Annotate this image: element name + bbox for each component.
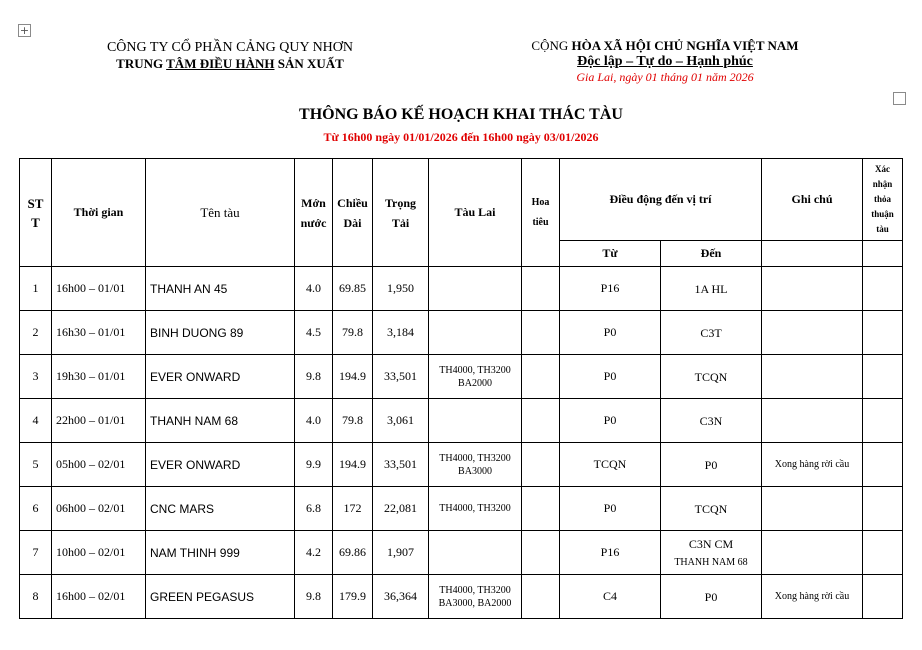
cell-length: 172 [333,487,373,531]
cell-to-main: TCQN [694,501,728,516]
cell-ship-name: BINH DUONG 89 [146,311,295,355]
cell-draft: 9.8 [295,575,333,619]
header-move-to: Điều động đến vị trí [560,159,762,241]
national-motto: Độc lập – Tự do – Hạnh phúc [577,54,753,69]
cell-from: P0 [560,487,661,531]
cell-to-main: P0 [704,589,718,604]
cell-from: TCQN [560,443,661,487]
cell-confirm [863,443,903,487]
table-row [20,487,903,531]
cell-to-sub: THANH NAM 68 [674,556,748,568]
cell-tonnage: 22,081 [373,487,429,531]
header-tonnage: Trọng Tải [373,159,429,267]
cell-tug [429,399,522,443]
cell-draft: 9.8 [295,355,333,399]
cell-confirm [863,355,903,399]
header-ship-name: Tên tàu [146,159,295,267]
header-pilot: Hoa tiêu [522,159,560,267]
header-to: Đến [661,241,762,267]
cell-confirm [863,399,903,443]
cell-to [661,531,762,575]
cell-to [661,487,762,531]
cell-note [762,311,863,355]
cell-pilot [522,531,560,575]
cell-ship-name: EVER ONWARD [146,443,295,487]
cell-length: 179.9 [333,575,373,619]
department-name: TRUNG TÂM ĐIỀU HÀNH SẢN XUẤT [116,56,344,71]
header-draft: Mớn nước [295,159,333,267]
vessel-plan-table [19,158,903,619]
document-title: THÔNG BÁO KẾ HOẠCH KHAI THÁC TÀU [299,106,623,123]
header-confirm: Xác nhận thỏa thuận tàu [863,159,903,241]
cell-note: Xong hàng rời cầu [762,443,863,487]
cell-confirm [863,575,903,619]
cell-tonnage: 3,061 [373,399,429,443]
header-tug: Tàu Lai [429,159,522,267]
cell-time: 05h00 – 02/01 [52,443,146,487]
cell-ship-name: NAM THINH 999 [146,531,295,575]
cell-note [762,531,863,575]
cell-time: 16h30 – 01/01 [52,311,146,355]
cell-tonnage: 1,950 [373,267,429,311]
cell-ship-name: EVER ONWARD [146,355,295,399]
cell-stt: 5 [20,443,52,487]
cell-note: Xong hàng rời cầu [762,575,863,619]
cell-tonnage: 3,184 [373,311,429,355]
cell-note [762,487,863,531]
cell-tug [429,311,522,355]
cell-pilot [522,311,560,355]
cell-from: P0 [560,311,661,355]
header-note: Ghi chú [762,159,863,241]
cell-time: 10h00 – 02/01 [52,531,146,575]
company-header [80,40,380,71]
cell-time: 16h00 – 02/01 [52,575,146,619]
document-period: Từ 16h00 ngày 01/01/2026 đến 16h00 ngày 03/01/2026 [323,130,599,144]
cell-stt: 1 [20,267,52,311]
cell-to [661,311,762,355]
cell-stt: 8 [20,575,52,619]
cell-note [762,399,863,443]
table-row [20,531,903,575]
cell-length: 194.9 [333,443,373,487]
cell-pilot [522,443,560,487]
cell-time: 19h30 – 01/01 [52,355,146,399]
table-row [20,267,903,311]
cell-tug: TH4000, TH3200 BA3000, BA2000 [429,575,522,619]
cell-stt: 2 [20,311,52,355]
cell-confirm [863,487,903,531]
cell-tug: TH4000, TH3200 [429,487,522,531]
cell-from: P16 [560,267,661,311]
header-time: Thời gian [52,159,146,267]
cell-tonnage: 33,501 [373,355,429,399]
cell-from: P16 [560,531,661,575]
cell-confirm [863,311,903,355]
header-stt: ST T [20,159,52,267]
cell-time: 16h00 – 01/01 [52,267,146,311]
table-row [20,575,903,619]
cell-draft: 9.9 [295,443,333,487]
header-confirm-blank [863,241,903,267]
cell-tug [429,531,522,575]
table-row [20,311,903,355]
cell-to [661,267,762,311]
cell-to-main: P0 [704,457,718,472]
cell-draft: 6.8 [295,487,333,531]
cell-to [661,575,762,619]
cell-draft: 4.5 [295,311,333,355]
cell-length: 69.86 [333,531,373,575]
cell-pilot [522,575,560,619]
cell-draft: 4.0 [295,399,333,443]
header-length: Chiều Dài [333,159,373,267]
cell-to-main: C3N CM [688,536,734,551]
cell-length: 79.8 [333,311,373,355]
national-header [510,38,820,84]
cell-pilot [522,267,560,311]
cell-ship-name: GREEN PEGASUS [146,575,295,619]
cell-tug: TH4000, TH3200 BA3000 [429,443,522,487]
cell-to [661,355,762,399]
header-from: Từ [560,241,661,267]
cell-confirm [863,267,903,311]
cell-tonnage: 33,501 [373,443,429,487]
cell-to-main: TCQN [694,369,728,384]
cell-to [661,443,762,487]
cell-from: P0 [560,399,661,443]
header-note-blank [762,241,863,267]
cell-time: 22h00 – 01/01 [52,399,146,443]
cell-note [762,355,863,399]
place-date: Gia Lai, ngày 01 tháng 01 năm 2026 [576,70,754,84]
table-move-handle-icon[interactable]: + [19,24,30,37]
cell-stt: 4 [20,399,52,443]
cell-pilot [522,355,560,399]
cell-ship-name: CNC MARS [146,487,295,531]
cell-tug: TH4000, TH3200 BA2000 [429,355,522,399]
nation-name: CỘNG HÒA XÃ HỘI CHỦ NGHĨA VIỆT NAM [531,38,799,53]
cell-draft: 4.0 [295,267,333,311]
cell-stt: 7 [20,531,52,575]
table-resize-handle[interactable] [893,92,906,105]
cell-length: 69.85 [333,267,373,311]
cell-time: 06h00 – 02/01 [52,487,146,531]
cell-tug [429,267,522,311]
cell-note [762,267,863,311]
cell-confirm [863,531,903,575]
company-name: CÔNG TY CỔ PHẦN CẢNG QUY NHƠN [106,40,354,55]
cell-pilot [522,399,560,443]
cell-length: 194.9 [333,355,373,399]
cell-length: 79.8 [333,399,373,443]
cell-to [661,399,762,443]
cell-ship-name: THANH AN 45 [146,267,295,311]
table-row [20,443,903,487]
vessel-plan-body [20,267,903,619]
cell-tonnage: 36,364 [373,575,429,619]
cell-draft: 4.2 [295,531,333,575]
table-row [20,399,903,443]
cell-to-main: 1A HL [694,281,728,296]
cell-from: P0 [560,355,661,399]
cell-tonnage: 1,907 [373,531,429,575]
table-row [20,355,903,399]
cell-ship-name: THANH NAM 68 [146,399,295,443]
cell-stt: 3 [20,355,52,399]
cell-to-main: C3T [700,325,722,340]
cell-pilot [522,487,560,531]
cell-to-main: C3N [699,413,723,428]
cell-from: C4 [560,575,661,619]
cell-stt: 6 [20,487,52,531]
